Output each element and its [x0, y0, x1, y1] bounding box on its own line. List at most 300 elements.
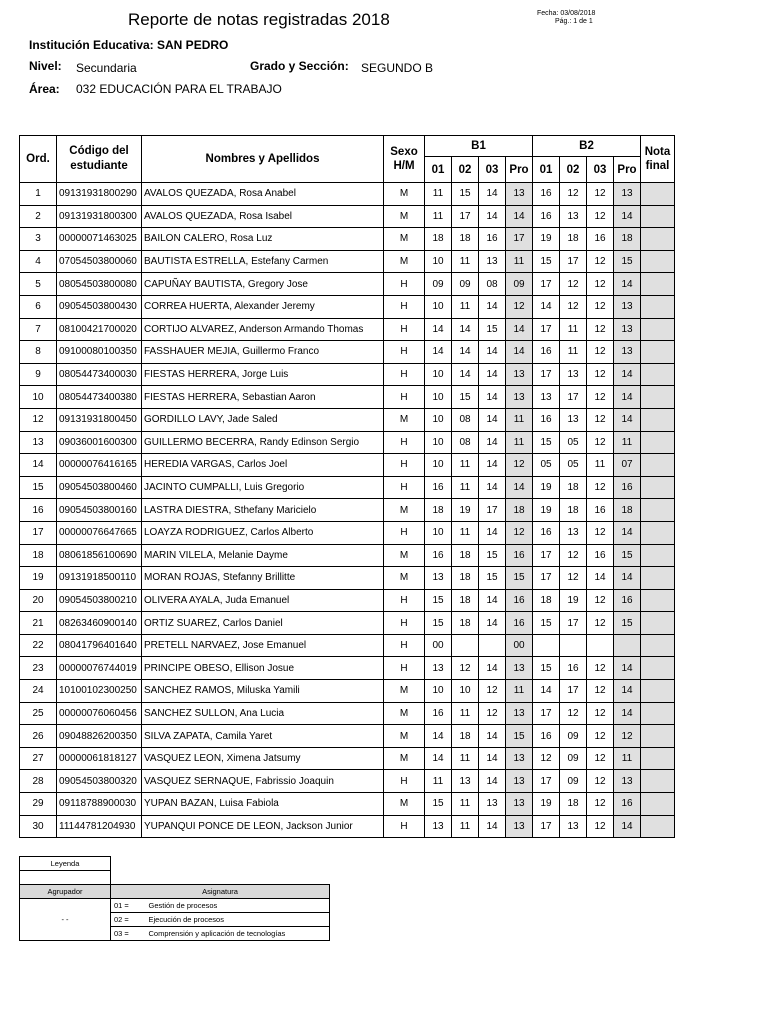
cell-b2-grade: 17	[560, 386, 587, 409]
table-row	[20, 634, 675, 657]
cell-ord: 20	[20, 589, 57, 612]
cell-b2-grade: 15	[533, 431, 560, 454]
cell-sex: H	[384, 589, 425, 612]
cell-sex: M	[384, 725, 425, 748]
cell-sex: H	[384, 431, 425, 454]
cell-b2-grade: 17	[533, 363, 560, 386]
cell-b1-grade: 00	[425, 634, 452, 657]
cell-b1-grade: 14	[425, 725, 452, 748]
cell-b1-pro: 16	[506, 612, 533, 635]
table-row	[20, 476, 675, 499]
cell-code: 00000076416165	[57, 454, 142, 477]
cell-name: LASTRA DIESTRA, Sthefany Maricielo	[142, 499, 384, 522]
cell-b1-grade: 14	[479, 747, 506, 770]
cell-b2-grade: 16	[587, 228, 614, 251]
cell-b2-pro: 16	[614, 589, 641, 612]
header-nombres: Nombres y Apellidos	[142, 136, 384, 183]
cell-nota-final	[641, 386, 675, 409]
legend-code: 03 =	[111, 926, 146, 940]
cell-b1-grade: 10	[425, 431, 452, 454]
cell-b1-grade: 10	[425, 250, 452, 273]
header-b1-03: 03	[479, 157, 506, 183]
cell-ord: 9	[20, 363, 57, 386]
cell-code: 00000076060456	[57, 702, 142, 725]
cell-name: PRETELL NARVAEZ, Jose Emanuel	[142, 634, 384, 657]
cell-b1-grade: 19	[452, 499, 479, 522]
cell-b2-grade: 19	[533, 476, 560, 499]
cell-b2-grade: 12	[587, 521, 614, 544]
cell-b2-pro: 14	[614, 205, 641, 228]
cell-b2-grade: 09	[560, 770, 587, 793]
cell-b2-grade: 12	[560, 295, 587, 318]
institucion-label: Institución Educativa: SAN PEDRO	[29, 38, 229, 52]
cell-b1-pro: 17	[506, 228, 533, 251]
cell-sex: H	[384, 770, 425, 793]
cell-b2-grade: 15	[533, 657, 560, 680]
cell-b1-grade: 16	[425, 702, 452, 725]
cell-code: 09036001600300	[57, 431, 142, 454]
cell-b2-grade: 13	[560, 521, 587, 544]
cell-b2-pro: 14	[614, 567, 641, 590]
cell-b1-grade	[479, 634, 506, 657]
cell-b1-grade: 13	[452, 770, 479, 793]
cell-b2-grade: 12	[587, 205, 614, 228]
cell-nota-final	[641, 499, 675, 522]
cell-nota-final	[641, 544, 675, 567]
cell-nota-final	[641, 295, 675, 318]
cell-b2-grade: 17	[533, 702, 560, 725]
cell-sex: M	[384, 408, 425, 431]
cell-b2-grade	[587, 634, 614, 657]
cell-b2-pro: 07	[614, 454, 641, 477]
cell-b1-grade: 09	[452, 273, 479, 296]
legend-code: 02 =	[111, 912, 146, 926]
cell-b2-grade: 16	[533, 183, 560, 206]
cell-b1-pro: 18	[506, 499, 533, 522]
cell-b1-grade: 11	[425, 183, 452, 206]
table-row	[20, 567, 675, 590]
cell-code: 09131931800450	[57, 408, 142, 431]
cell-b1-pro: 13	[506, 363, 533, 386]
cell-b2-pro: 13	[614, 770, 641, 793]
cell-b2-pro: 18	[614, 499, 641, 522]
table-row	[20, 295, 675, 318]
cell-b2-grade: 12	[587, 363, 614, 386]
cell-name: YUPAN BAZAN, Luisa Fabiola	[142, 793, 384, 816]
cell-b1-grade: 14	[425, 747, 452, 770]
cell-b1-grade: 14	[479, 454, 506, 477]
cell-ord: 14	[20, 454, 57, 477]
header-b1-01: 01	[425, 157, 452, 183]
cell-ord: 30	[20, 815, 57, 838]
cell-b1-pro: 13	[506, 793, 533, 816]
cell-nota-final	[641, 725, 675, 748]
cell-b1-pro: 16	[506, 544, 533, 567]
cell-sex: H	[384, 454, 425, 477]
cell-b1-grade: 14	[479, 476, 506, 499]
cell-nota-final	[641, 250, 675, 273]
header-b1-02: 02	[452, 157, 479, 183]
cell-b1-grade: 18	[452, 589, 479, 612]
cell-name: VASQUEZ SERNAQUE, Fabrissio Joaquin	[142, 770, 384, 793]
cell-b1-pro: 13	[506, 747, 533, 770]
cell-nota-final	[641, 363, 675, 386]
cell-nota-final	[641, 454, 675, 477]
cell-name: GORDILLO LAVY, Jade Saled	[142, 408, 384, 431]
cell-code: 09048826200350	[57, 725, 142, 748]
cell-b2-grade: 12	[587, 657, 614, 680]
cell-ord: 10	[20, 386, 57, 409]
cell-sex: M	[384, 680, 425, 703]
cell-nota-final	[641, 702, 675, 725]
table-row	[20, 431, 675, 454]
cell-code: 00000061818127	[57, 747, 142, 770]
cell-b2-pro: 14	[614, 521, 641, 544]
cell-name: BAILON CALERO, Rosa Luz	[142, 228, 384, 251]
cell-ord: 3	[20, 228, 57, 251]
cell-name: JACINTO CUMPALLI, Luis Gregorio	[142, 476, 384, 499]
cell-b1-pro: 11	[506, 408, 533, 431]
table-row	[20, 589, 675, 612]
cell-name: CAPUÑAY BAUTISTA, Gregory Jose	[142, 273, 384, 296]
cell-name: SILVA ZAPATA, Camila Yaret	[142, 725, 384, 748]
cell-ord: 13	[20, 431, 57, 454]
cell-sex: M	[384, 250, 425, 273]
report-title: Reporte de notas registradas 2018	[128, 10, 390, 29]
cell-b2-grade: 11	[587, 454, 614, 477]
cell-sex: M	[384, 228, 425, 251]
cell-b2-pro: 18	[614, 228, 641, 251]
cell-b2-grade: 12	[587, 250, 614, 273]
header-codigo: Código del estudiante	[57, 136, 142, 183]
cell-b1-grade: 11	[452, 747, 479, 770]
header-ord: Ord.	[20, 136, 57, 183]
table-row	[20, 386, 675, 409]
report-date: Fecha: 03/08/2018	[537, 10, 596, 17]
cell-b1-grade: 14	[479, 363, 506, 386]
cell-b2-pro: 13	[614, 341, 641, 364]
cell-code: 09100080100350	[57, 341, 142, 364]
table-row	[20, 499, 675, 522]
cell-b1-pro: 13	[506, 183, 533, 206]
cell-nota-final	[641, 567, 675, 590]
cell-b2-grade: 12	[587, 589, 614, 612]
cell-b2-grade: 18	[560, 228, 587, 251]
cell-b1-pro: 16	[506, 589, 533, 612]
cell-nota-final	[641, 770, 675, 793]
cell-ord: 18	[20, 544, 57, 567]
cell-code: 07054503800060	[57, 250, 142, 273]
cell-b2-grade: 12	[587, 341, 614, 364]
cell-b2-grade: 17	[533, 815, 560, 838]
cell-name: BAUTISTA ESTRELLA, Estefany Carmen	[142, 250, 384, 273]
cell-b2-grade: 14	[533, 680, 560, 703]
cell-sex: H	[384, 341, 425, 364]
cell-b2-grade: 12	[587, 702, 614, 725]
legend-text: Comprensión y aplicación de tecnologías	[146, 926, 330, 940]
cell-sex: H	[384, 476, 425, 499]
cell-b2-pro: 13	[614, 183, 641, 206]
cell-ord: 7	[20, 318, 57, 341]
cell-b1-pro: 09	[506, 273, 533, 296]
cell-code: 09131918500110	[57, 567, 142, 590]
cell-sex: H	[384, 612, 425, 635]
report-page: Pág.: 1 de 1	[555, 18, 593, 25]
cell-b1-pro: 12	[506, 454, 533, 477]
table-row	[20, 544, 675, 567]
cell-b1-grade: 10	[425, 454, 452, 477]
cell-ord: 21	[20, 612, 57, 635]
cell-b2-grade: 12	[587, 431, 614, 454]
cell-sex: M	[384, 747, 425, 770]
cell-b2-grade: 19	[533, 499, 560, 522]
cell-name: VASQUEZ LEON, Ximena Jatsumy	[142, 747, 384, 770]
cell-b2-grade: 05	[533, 454, 560, 477]
cell-ord: 6	[20, 295, 57, 318]
cell-b1-grade: 12	[479, 680, 506, 703]
grado-label: Grado y Sección:	[250, 59, 349, 73]
cell-ord: 8	[20, 341, 57, 364]
cell-b2-grade: 16	[560, 657, 587, 680]
cell-b1-grade: 14	[479, 431, 506, 454]
cell-b1-grade: 16	[425, 544, 452, 567]
cell-b2-grade: 17	[533, 544, 560, 567]
cell-b1-grade: 15	[452, 183, 479, 206]
cell-b2-grade: 12	[587, 318, 614, 341]
cell-b2-pro: 13	[614, 318, 641, 341]
cell-b2-grade: 16	[533, 341, 560, 364]
grades-body	[20, 183, 675, 838]
cell-b1-grade: 14	[479, 521, 506, 544]
cell-b2-grade: 12	[533, 747, 560, 770]
cell-b2-grade	[533, 634, 560, 657]
cell-b1-grade: 14	[479, 725, 506, 748]
header-sexo: Sexo H/M	[384, 136, 425, 183]
cell-b1-grade: 10	[425, 363, 452, 386]
cell-b1-grade: 18	[425, 228, 452, 251]
cell-b1-pro: 12	[506, 295, 533, 318]
cell-b2-grade: 12	[560, 702, 587, 725]
cell-b1-grade: 13	[425, 657, 452, 680]
cell-nota-final	[641, 318, 675, 341]
cell-b2-pro: 16	[614, 793, 641, 816]
legend-text: Gestión de procesos	[146, 898, 330, 912]
table-row	[20, 747, 675, 770]
cell-ord: 15	[20, 476, 57, 499]
cell-name: OLIVERA AYALA, Juda Emanuel	[142, 589, 384, 612]
header-b2-03: 03	[587, 157, 614, 183]
cell-b1-pro: 14	[506, 476, 533, 499]
cell-b1-pro: 12	[506, 521, 533, 544]
legend-agrupador-value: - -	[20, 898, 111, 940]
table-row	[20, 363, 675, 386]
cell-ord: 24	[20, 680, 57, 703]
cell-b2-grade: 16	[533, 521, 560, 544]
cell-b1-pro: 13	[506, 657, 533, 680]
cell-b1-grade: 12	[452, 657, 479, 680]
cell-b2-grade: 12	[587, 408, 614, 431]
cell-b1-grade: 12	[479, 702, 506, 725]
table-row	[20, 815, 675, 838]
cell-nota-final	[641, 680, 675, 703]
cell-b1-grade: 14	[425, 341, 452, 364]
table-row	[20, 228, 675, 251]
cell-b1-pro: 13	[506, 815, 533, 838]
cell-name: LOAYZA RODRIGUEZ, Carlos Alberto	[142, 521, 384, 544]
cell-b2-grade: 16	[533, 205, 560, 228]
cell-name: PRINCIPE OBESO, Ellison Josue	[142, 657, 384, 680]
cell-nota-final	[641, 634, 675, 657]
cell-b2-grade: 12	[560, 183, 587, 206]
cell-b1-grade: 14	[479, 183, 506, 206]
table-row	[20, 725, 675, 748]
legend-code: 01 =	[111, 898, 146, 912]
cell-b1-pro: 11	[506, 250, 533, 273]
cell-b1-pro: 14	[506, 205, 533, 228]
cell-b2-grade: 18	[560, 499, 587, 522]
cell-b1-pro: 11	[506, 680, 533, 703]
cell-sex: H	[384, 318, 425, 341]
cell-b2-grade: 17	[533, 273, 560, 296]
cell-b1-grade: 15	[452, 386, 479, 409]
table-row	[20, 612, 675, 635]
cell-name: MORAN ROJAS, Stefanny Brillitte	[142, 567, 384, 590]
cell-code: 09131931800300	[57, 205, 142, 228]
header-b2-02: 02	[560, 157, 587, 183]
cell-b1-grade: 14	[452, 318, 479, 341]
cell-code: 08054473400380	[57, 386, 142, 409]
cell-b2-grade: 16	[587, 544, 614, 567]
cell-b2-grade: 15	[533, 250, 560, 273]
cell-b2-grade: 19	[533, 228, 560, 251]
cell-code: 00000076647665	[57, 521, 142, 544]
legend-agrupador-header: Agrupador	[20, 884, 111, 898]
table-row	[20, 318, 675, 341]
cell-b1-grade: 15	[479, 318, 506, 341]
header-b2-pro: Pro	[614, 157, 641, 183]
cell-code: 09131931800290	[57, 183, 142, 206]
header-b1-pro: Pro	[506, 157, 533, 183]
cell-name: SANCHEZ RAMOS, Miluska Yamili	[142, 680, 384, 703]
cell-b1-pro: 14	[506, 318, 533, 341]
header-b1: B1	[425, 136, 533, 157]
cell-b2-grade: 15	[533, 612, 560, 635]
cell-b2-pro: 14	[614, 815, 641, 838]
cell-nota-final	[641, 183, 675, 206]
cell-code: 08054473400030	[57, 363, 142, 386]
cell-name: AVALOS QUEZADA, Rosa Isabel	[142, 205, 384, 228]
grado-value: SEGUNDO B	[361, 61, 434, 75]
cell-b2-pro: 14	[614, 386, 641, 409]
cell-b1-grade: 14	[452, 363, 479, 386]
cell-b1-grade: 14	[479, 589, 506, 612]
cell-ord: 25	[20, 702, 57, 725]
table-row	[20, 273, 675, 296]
cell-b2-grade: 12	[587, 476, 614, 499]
cell-b1-grade: 11	[452, 521, 479, 544]
legend-asignatura-header: Asignatura	[111, 884, 330, 898]
table-row	[20, 408, 675, 431]
cell-b1-grade: 17	[452, 205, 479, 228]
cell-name: FIESTAS HERRERA, Sebastian Aaron	[142, 386, 384, 409]
cell-name: ORTIZ SUAREZ, Carlos Daniel	[142, 612, 384, 635]
cell-b1-grade: 10	[425, 408, 452, 431]
cell-b1-pro: 15	[506, 567, 533, 590]
cell-ord: 17	[20, 521, 57, 544]
cell-ord: 12	[20, 408, 57, 431]
cell-ord: 1	[20, 183, 57, 206]
cell-b1-grade: 14	[479, 612, 506, 635]
cell-b2-grade: 12	[587, 386, 614, 409]
cell-nota-final	[641, 589, 675, 612]
cell-b2-grade: 18	[560, 476, 587, 499]
cell-code: 00000076744019	[57, 657, 142, 680]
cell-b1-grade: 15	[425, 589, 452, 612]
cell-sex: M	[384, 567, 425, 590]
cell-b1-grade: 17	[479, 499, 506, 522]
cell-b1-grade: 14	[479, 657, 506, 680]
cell-b2-grade: 12	[560, 273, 587, 296]
cell-b2-grade: 17	[533, 318, 560, 341]
cell-ord: 28	[20, 770, 57, 793]
cell-code: 09054503800320	[57, 770, 142, 793]
cell-ord: 16	[20, 499, 57, 522]
cell-name: SANCHEZ SULLON, Ana Lucia	[142, 702, 384, 725]
cell-b2-grade: 13	[560, 408, 587, 431]
cell-b2-grade: 12	[587, 815, 614, 838]
cell-name: CORREA HUERTA, Alexander Jeremy	[142, 295, 384, 318]
cell-code: 09054503800160	[57, 499, 142, 522]
cell-b2-pro: 14	[614, 408, 641, 431]
cell-b1-grade: 18	[452, 544, 479, 567]
cell-b2-pro: 11	[614, 431, 641, 454]
cell-b1-grade: 13	[425, 815, 452, 838]
cell-b1-grade: 14	[479, 341, 506, 364]
cell-b2-grade: 16	[587, 499, 614, 522]
cell-b2-grade: 19	[560, 589, 587, 612]
area-label: Área:	[29, 82, 60, 96]
cell-b1-grade: 18	[452, 612, 479, 635]
cell-b1-grade: 14	[452, 341, 479, 364]
cell-name: HEREDIA VARGAS, Carlos Joel	[142, 454, 384, 477]
cell-b2-grade: 12	[587, 273, 614, 296]
cell-b2-grade: 12	[587, 612, 614, 635]
cell-b1-pro: 11	[506, 431, 533, 454]
cell-b1-grade: 10	[452, 680, 479, 703]
cell-code: 08054503800080	[57, 273, 142, 296]
cell-nota-final	[641, 521, 675, 544]
header-b2: B2	[533, 136, 641, 157]
cell-b1-pro: 13	[506, 702, 533, 725]
cell-b1-grade: 15	[479, 544, 506, 567]
cell-b1-grade: 11	[452, 454, 479, 477]
cell-b1-pro: 13	[506, 386, 533, 409]
cell-name: AVALOS QUEZADA, Rosa Anabel	[142, 183, 384, 206]
cell-b2-pro: 15	[614, 250, 641, 273]
cell-b1-grade: 14	[479, 386, 506, 409]
cell-nota-final	[641, 815, 675, 838]
cell-b2-pro: 11	[614, 747, 641, 770]
cell-b2-pro: 14	[614, 363, 641, 386]
cell-sex: M	[384, 205, 425, 228]
cell-sex: M	[384, 183, 425, 206]
table-row	[20, 680, 675, 703]
cell-ord: 29	[20, 793, 57, 816]
cell-b1-grade: 10	[425, 295, 452, 318]
cell-b1-grade: 13	[425, 567, 452, 590]
table-row	[20, 770, 675, 793]
grades-table	[19, 135, 675, 838]
